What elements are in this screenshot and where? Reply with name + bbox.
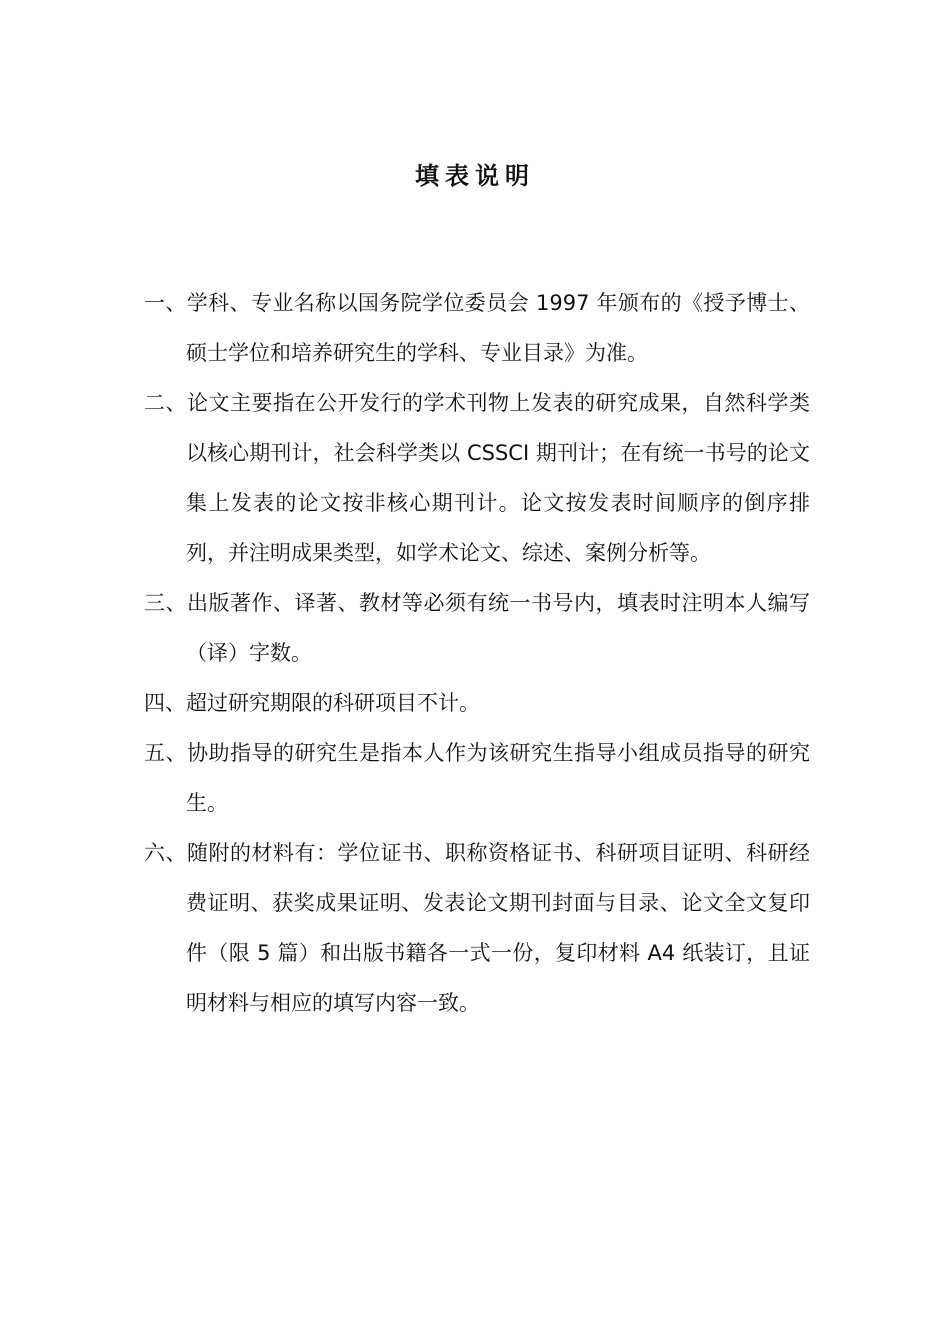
item-number: 三、 <box>144 591 187 615</box>
item-number: 二、 <box>144 391 187 415</box>
instruction-item <box>144 728 810 828</box>
page-title: 填表说明 <box>415 162 535 190</box>
item-number: 六、 <box>144 841 187 865</box>
item-number: 五、 <box>144 741 187 765</box>
instruction-item <box>144 678 810 728</box>
instruction-list <box>144 278 810 1028</box>
instruction-item <box>144 378 810 578</box>
item-text: 协助指导的研究生是指本人作为该研究生指导小组成员指导的研究生。 <box>186 741 810 815</box>
item-text: 随附的材料有：学位证书、职称资格证书、科研项目证明、科研经费证明、获奖成果证明、发表论文期刊封面与目录、论文全文复印件（限 5 篇）和出版书籍各一式一份，复印材料 A4 纸装订，且证明材料与相应的填写内容一致。 <box>186 841 810 1015</box>
item-text: 超过研究期限的科研项目不计。 <box>186 691 480 715</box>
item-number: 一、 <box>144 291 187 315</box>
item-text: 论文主要指在公开发行的学术刊物上发表的研究成果，自然科学类以核心期刊计，社会科学类以 CSSCI 期刊计；在有统一书号的论文集上发表的论文按非核心期刊计。论文按发表时间顺序的倒序排列，并注明成果类型，如学术论文、综述、案例分析等。 <box>186 391 810 565</box>
item-text: 学科、专业名称以国务院学位委员会 1997 年颁布的《授予博士、硕士学位和培养研究生的学科、专业目录》为准。 <box>186 291 811 365</box>
instruction-item <box>144 828 810 1028</box>
item-number: 四、 <box>144 691 186 715</box>
instruction-item <box>144 578 810 678</box>
instruction-item <box>144 278 810 378</box>
item-text: 出版著作、译著、教材等必须有统一书号内，填表时注明本人编写（译）字数。 <box>186 591 810 665</box>
